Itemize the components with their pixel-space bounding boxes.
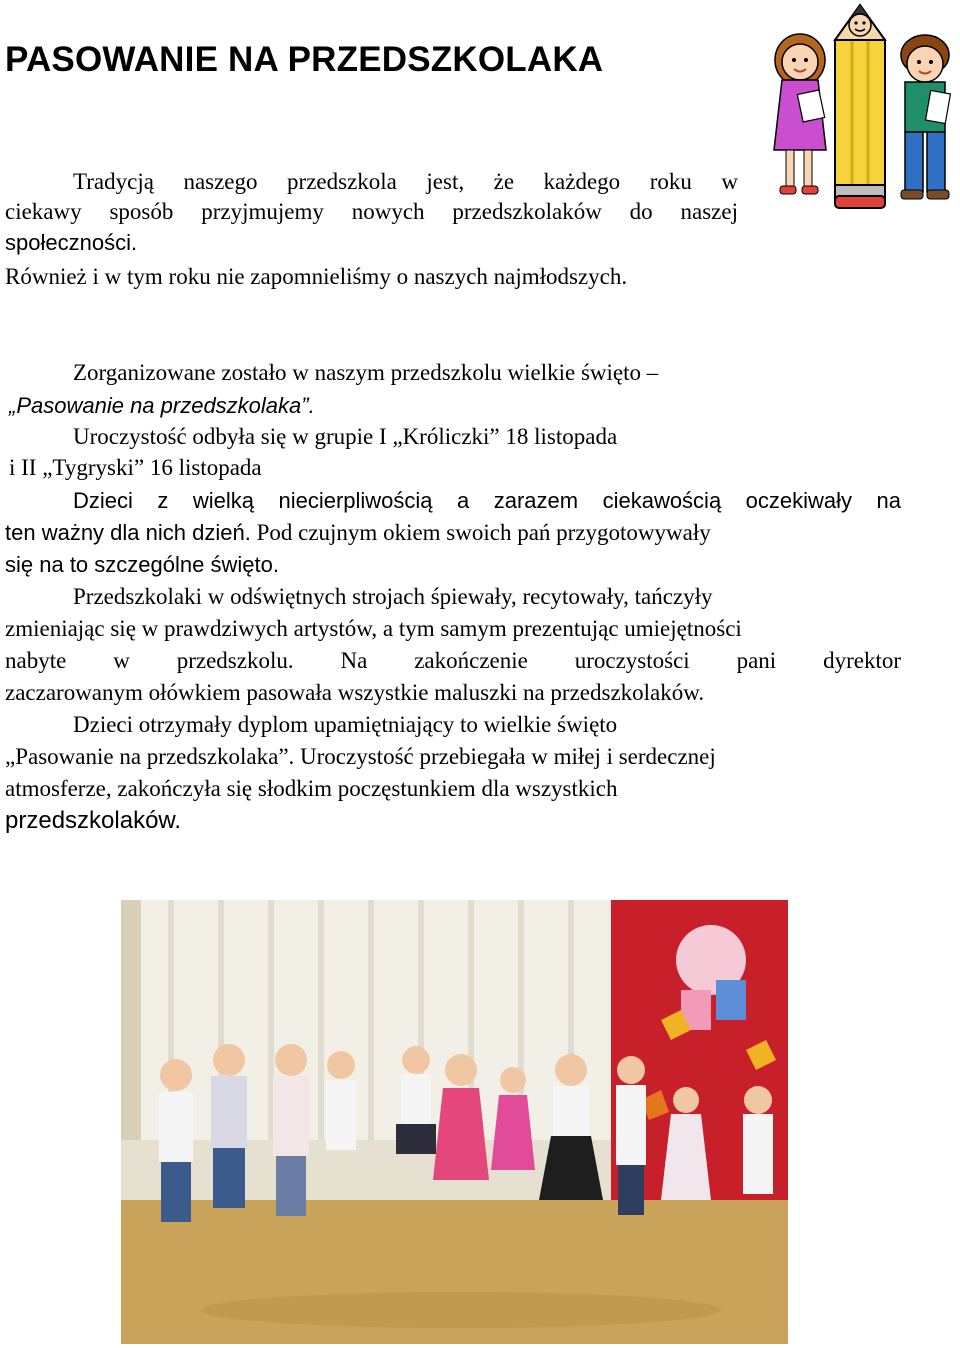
text-line: Zorganizowane zostało w naszym przedszkolu wielkie święto – xyxy=(73,360,659,385)
text-line: Uroczystość odbyła się w grupie I „Króliczki” 18 listopada xyxy=(73,424,618,449)
children-group-photo xyxy=(121,900,788,1344)
text-line: Również i w tym roku nie zapomnieliśmy o naszych najmłodszych. xyxy=(5,264,628,289)
text-line: zmieniając się w prawdziwych artystów, a tym samym prezentując umiejętności xyxy=(5,616,742,641)
text-line: ciekawy sposób przyjmujemy nowych przedszkolaków do naszej xyxy=(5,199,738,224)
kids-with-pencil-icon xyxy=(760,0,960,210)
text-line: Dzieci otrzymały dyplom upamiętniający to wielkie święto xyxy=(73,712,618,737)
text-line: Dzieci z wielką niecierpliwością a zarazem ciekawością oczekiwały na xyxy=(73,488,901,513)
text-line: ten ważny dla nich dzień. Pod czujnym okiem swoich pań przygotowywały xyxy=(5,520,711,545)
text-line: przedszkolaków. xyxy=(5,807,182,834)
text-line: społeczności. xyxy=(5,230,138,255)
text-line: Tradycją naszego przedszkola jest, że każdego roku w xyxy=(73,169,738,194)
text-line: zaczarowanym ołówkiem pasowała wszystkie maluszki na przedszkolaków. xyxy=(5,680,705,705)
text-line: i II „Tygryski” 16 listopada xyxy=(9,455,262,480)
text-line: Przedszkolaki w odświętnych strojach śpiewały, recytowały, tańczyły xyxy=(73,584,713,609)
text-line: „Pasowanie na przedszkolaka”. Uroczystość przebiegała w miłej i serdecznej xyxy=(5,744,716,769)
text-line: się na to szczególne święto. xyxy=(5,552,279,577)
text-line: nabyte w przedszkolu. Na zakończenie uroczystości pani dyrektor xyxy=(5,648,901,673)
text-line: „Pasowanie na przedszkolaka”. xyxy=(9,393,315,418)
text-line: atmosferze, zakończyła się słodkim poczęstunkiem dla wszystkich xyxy=(5,776,618,801)
page-title: PASOWANIE NA PRZEDSZKOLAKA xyxy=(5,40,604,79)
